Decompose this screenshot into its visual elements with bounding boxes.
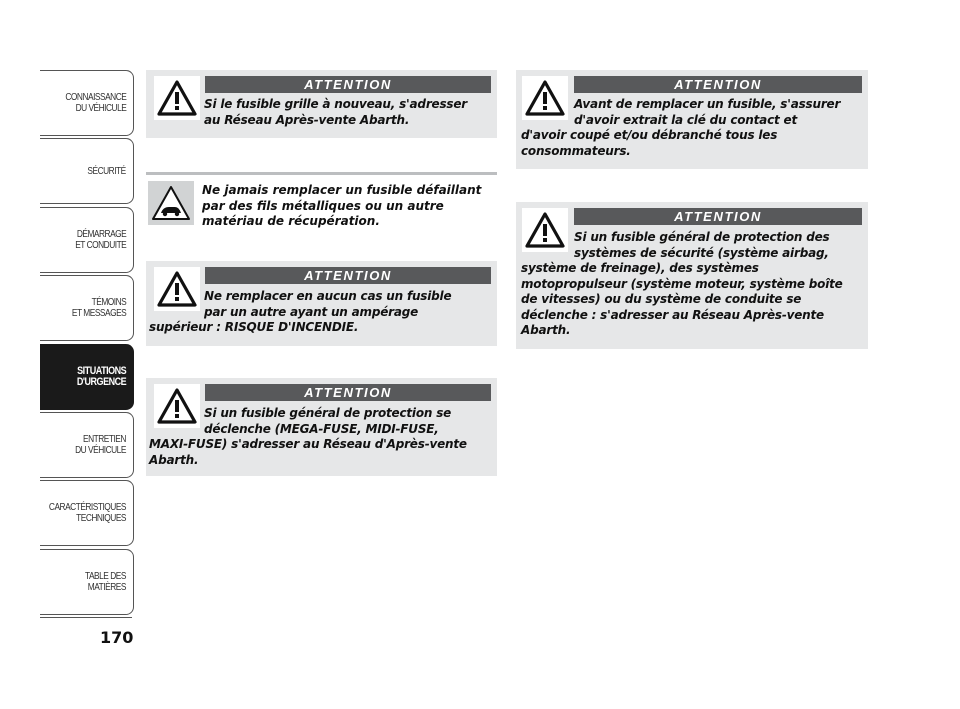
text-line: au Réseau Après-vente Abarth. xyxy=(204,112,410,127)
tab-label: DÉMARRAGE ET CONDUITE xyxy=(74,228,126,251)
page-number: 170 xyxy=(100,628,134,647)
tab-label: CARACTÉRISTIQUES TECHNIQUES xyxy=(48,502,126,525)
tab-demarrage-conduite[interactable] xyxy=(40,207,134,273)
tab-temoins-messages[interactable] xyxy=(40,275,134,341)
text-line: consommateurs. xyxy=(521,143,631,158)
warning-text-continued xyxy=(521,261,867,339)
tab-situations-urgence[interactable] xyxy=(40,344,134,410)
text-line: de vitesses) ou du système de conduite se xyxy=(521,292,802,306)
text-line: Si le fusible grille à nouveau, s'adresser xyxy=(204,97,468,111)
text-line: Si un fusible général de protection se xyxy=(204,406,452,420)
tab-label: TABLE DES MATIÈRES xyxy=(85,570,126,593)
warning-heading: ATTENTION xyxy=(205,384,491,401)
tab-label: TÉMOINS ET MESSAGES xyxy=(71,297,126,320)
warning-text xyxy=(204,97,494,128)
car-note-icon xyxy=(148,181,194,225)
text-line: MAXI-FUSE) s'adresser au Réseau d'Après-vente xyxy=(149,437,467,451)
warning-triangle-icon xyxy=(154,267,200,311)
warning-text xyxy=(574,230,866,261)
text-line: d'avoir coupé et/ou débranché tous les xyxy=(521,128,778,142)
text-line: matériau de récupération. xyxy=(202,214,380,228)
warning-text-continued xyxy=(149,320,494,336)
text-line: déclenche (MEGA-FUSE, MIDI-FUSE, xyxy=(204,421,439,436)
warning-text-continued xyxy=(149,437,496,468)
text-line: supérieur : RISQUE D'INCENDIE. xyxy=(149,320,359,334)
tab-table-matieres[interactable] xyxy=(40,549,134,615)
warning-box-amperage xyxy=(146,261,497,346)
text-line: par un autre ayant un ampérage xyxy=(204,304,419,319)
warning-text xyxy=(204,289,494,320)
warning-triangle-icon xyxy=(522,208,568,252)
warning-box-mega-fuse xyxy=(146,378,497,476)
chapter-tabs xyxy=(40,70,134,617)
tab-entretien-vehicule[interactable] xyxy=(40,412,134,478)
tab-label: SITUATIONS D'URGENCE xyxy=(76,364,126,388)
tab-label: CONNAISSANCE DU VÉHICULE xyxy=(65,92,126,114)
warning-heading: ATTENTION xyxy=(574,76,862,93)
text-line: Avant de remplacer un fusible, s'assurer xyxy=(574,97,841,111)
warning-box-before-replacing xyxy=(516,70,868,169)
warning-box-fuse-blows-again xyxy=(146,70,497,138)
text-line: Si un fusible général de protection des xyxy=(574,230,830,244)
text-line: Ne jamais remplacer un fusible défaillant xyxy=(202,183,482,197)
text-line: système de freinage), des systèmes xyxy=(521,261,759,275)
text-line: d'avoir extrait la clé du contact et xyxy=(574,112,797,127)
text-line: par des fils métalliques ou un autre xyxy=(202,198,444,213)
warning-heading: ATTENTION xyxy=(205,76,491,93)
warning-text xyxy=(574,97,866,128)
note-divider xyxy=(146,172,497,175)
warning-box-safety-systems xyxy=(516,202,868,349)
warning-triangle-icon xyxy=(154,384,200,428)
warning-heading: ATTENTION xyxy=(205,267,491,284)
tabs-bottom-divider xyxy=(40,617,132,618)
text-line: motopropulseur (système moteur, système boîte xyxy=(521,276,843,291)
tab-connaissance-vehicule[interactable] xyxy=(40,70,134,136)
text-line: Abarth. xyxy=(521,323,571,337)
tab-label: ENTRETIEN DU VÉHICULE xyxy=(75,433,126,456)
note-text xyxy=(202,183,502,230)
warning-text-continued xyxy=(521,128,866,159)
tab-securite[interactable] xyxy=(40,138,134,204)
text-line: systèmes de sécurité (système airbag, xyxy=(574,245,829,260)
tab-caracteristiques-techniques[interactable] xyxy=(40,480,134,546)
warning-text xyxy=(204,406,494,437)
text-line: Abarth. xyxy=(149,452,199,467)
warning-triangle-icon xyxy=(522,76,568,120)
text-line: déclenche : s'adresser au Réseau Après-vente xyxy=(521,307,825,322)
tab-label: SÉCURITÉ xyxy=(87,165,126,177)
warning-triangle-icon xyxy=(154,76,200,120)
text-line: Ne remplacer en aucun cas un fusible xyxy=(204,289,452,303)
warning-heading: ATTENTION xyxy=(574,208,862,225)
